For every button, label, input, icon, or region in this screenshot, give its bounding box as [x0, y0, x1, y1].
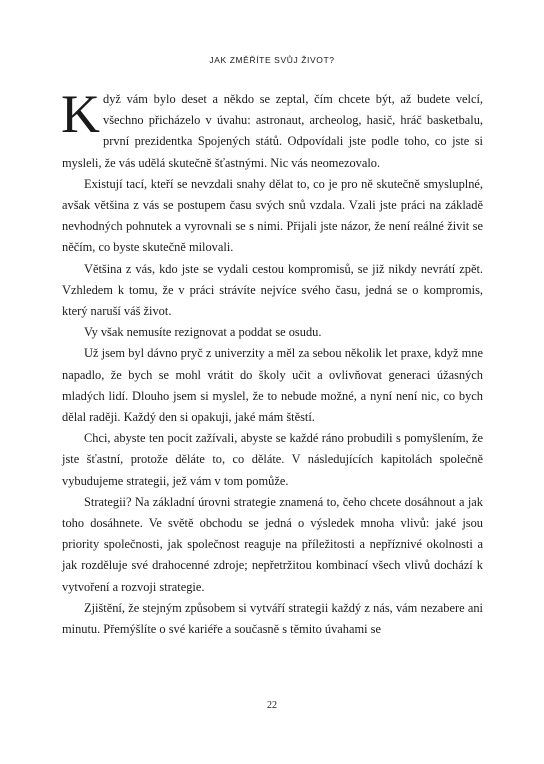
drop-cap: K: [61, 84, 100, 144]
paragraph: Chci, abyste ten pocit zažívali, abyste se každé ráno probudili s pomyšlením, že jste šťastní, protože děláte to, co děláte. V následujících kapitolách společně vybudujeme strategii, jež vám v tom pomůže.: [62, 431, 483, 488]
paragraph: Už jsem byl dávno pryč z univerzity a měl za sebou několik let praxe, když mne napadlo, že bych se mohl vrátit do školy učit a ovlivňovat generaci úžasných mladých lidí. Dlouho jsem si myslel, že to nebude možné, a nyní není nic, co bych dělal raději. Každý den si opakuji, jaké mám štěstí.: [62, 346, 483, 425]
paragraph: Zjištění, že stejným způsobem si vytváří strategii každý z nás, vám nezabere ani minutu. Přemýšlíte o své kariéře a současně s těmito úvahami se: [62, 600, 483, 637]
running-header: JAK ZMĚŘÍTE SVŮJ ŽIVOT?: [209, 55, 335, 65]
paragraph-1: [61, 84, 483, 174]
paragraph: Většina z vás, kdo jste se vydali cestou kompromisů, se již nikdy nevrátí zpět. Vzhledem k tomu, že v práci strávíte nejvíce svého času, jedná se o kompromis, který naruší váš život.: [62, 261, 483, 319]
paragraph: Vy však nemusíte rezignovat a poddat se osudu.: [84, 325, 322, 340]
page-number: 22: [267, 700, 277, 711]
paragraph: Strategii? Na základní úrovni strategie znamená to, čeho chcete dosáhnout a jak toho dosáhnete. Ve světě obchodu se jedná o výsledek mnoha vlivů: jaké jsou priority společnosti, jak společnost reaguje na příležitosti a nepříznivé okolnosti a jak rozděluje své drahocenné zdroje; nepřetržitou kombinací všech vlivů dochází k vytvoření a rozvoji strategie.: [62, 494, 483, 594]
paragraph-1-text: dyž vám bylo deset a někdo se zeptal, čím chcete být, až budete velcí, všechno přicházelo v úvahu: astronaut, archeolog, hasič, hráč basketbalu, první prezidentka Spojených států. Odpovídali jste podle toho, co jste si mysleli, že vás udělá skutečně šťastnými. Nic vás neomezovalo.: [62, 92, 483, 170]
paragraph: Existují tací, kteří se nevzdali snahy dělat to, co je pro ně skutečně smysluplné, avšak většina z vás se postupem času svých snů vzdala. Vzali jste práci na základě nevhodných pohnutek a vyrovnali se s nimi. Přijali jste názor, že není reálné živit se něčím, co byste skutečně milovali.: [62, 176, 483, 255]
body-text: [61, 84, 483, 640]
